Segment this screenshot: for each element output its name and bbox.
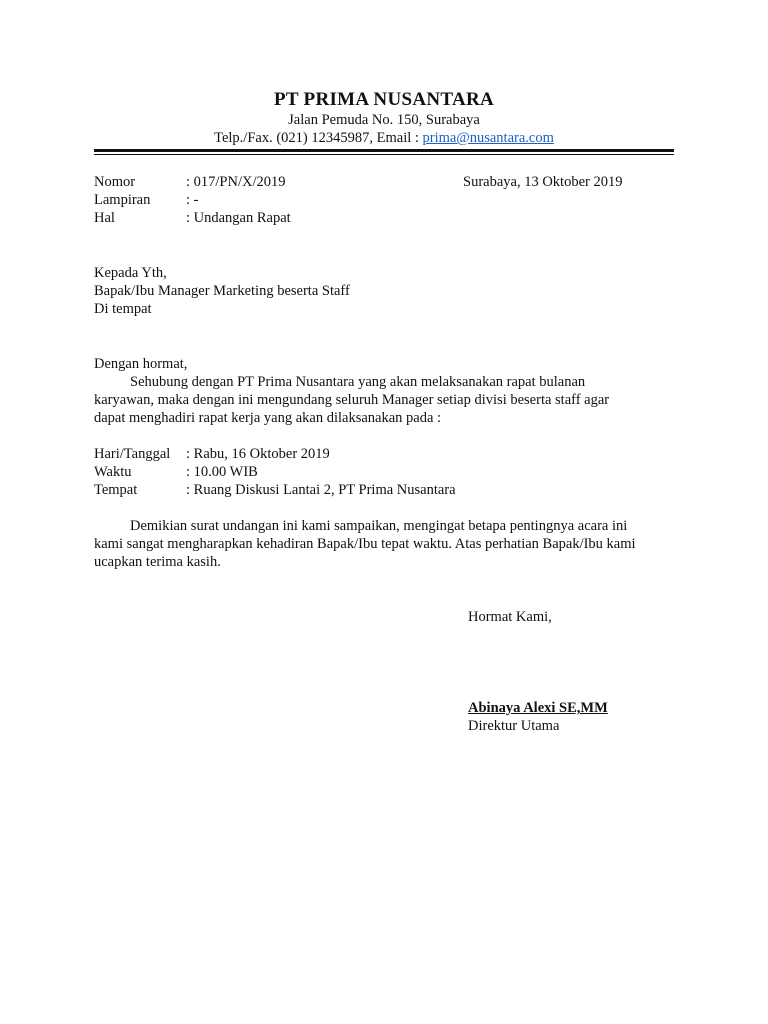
day-label: Hari/Tanggal xyxy=(94,446,171,462)
recipient-place: Di tempat xyxy=(94,301,152,317)
lampiran-label: Lampiran xyxy=(94,192,151,208)
closing-line: kami sangat mengharapkan kehadiran Bapak/Ibu tepat waktu. Atas perhatian Bapak/Ibu kami xyxy=(94,536,636,552)
hal-label: Hal xyxy=(94,210,115,226)
place-date: Surabaya, 13 Oktober 2019 xyxy=(463,174,623,190)
letterhead-divider-thick xyxy=(94,149,674,152)
time-value: : 10.00 WIB xyxy=(186,464,258,480)
signature-greeting: Hormat Kami, xyxy=(468,609,552,625)
body-paragraph-line: karyawan, maka dengan ini mengundang seluruh Manager setiap divisi beserta staff agar xyxy=(94,392,610,408)
contact-phone: Telp./Fax. (021) 12345987, Email : xyxy=(214,130,423,146)
nomor-value: : 017/PN/X/2019 xyxy=(186,174,286,190)
company-name: PT PRIMA NUSANTARA xyxy=(273,89,495,110)
company-contact xyxy=(0,129,768,147)
place-label: Tempat xyxy=(94,482,138,498)
company-address: Jalan Pemuda No. 150, Surabaya xyxy=(288,112,480,128)
recipient-greeting: Kepada Yth, xyxy=(94,265,167,281)
hal-value: : Undangan Rapat xyxy=(186,210,291,226)
salutation: Dengan hormat, xyxy=(94,356,188,372)
time-label: Waktu xyxy=(94,464,132,480)
signatory-title: Direktur Utama xyxy=(468,718,560,734)
letterhead-divider-thin xyxy=(94,154,674,155)
closing-line: ucapkan terima kasih. xyxy=(94,554,221,570)
nomor-label: Nomor xyxy=(94,174,136,190)
place-value: : Ruang Diskusi Lantai 2, PT Prima Nusantara xyxy=(186,482,456,498)
body-paragraph-line: Sehubung dengan PT Prima Nusantara yang akan melaksanakan rapat bulanan xyxy=(130,374,586,390)
body-paragraph-line: dapat menghadiri rapat kerja yang akan dilaksanakan pada : xyxy=(94,410,442,426)
lampiran-value: : - xyxy=(186,192,199,208)
email-link[interactable]: prima@nusantara.com xyxy=(422,130,554,146)
recipient-name: Bapak/Ibu Manager Marketing beserta Staff xyxy=(94,283,350,299)
signatory-name: Abinaya Alexi SE,MM xyxy=(468,700,608,716)
closing-line: Demikian surat undangan ini kami sampaikan, mengingat betapa pentingnya acara ini xyxy=(130,518,628,534)
day-value: : Rabu, 16 Oktober 2019 xyxy=(186,446,330,462)
